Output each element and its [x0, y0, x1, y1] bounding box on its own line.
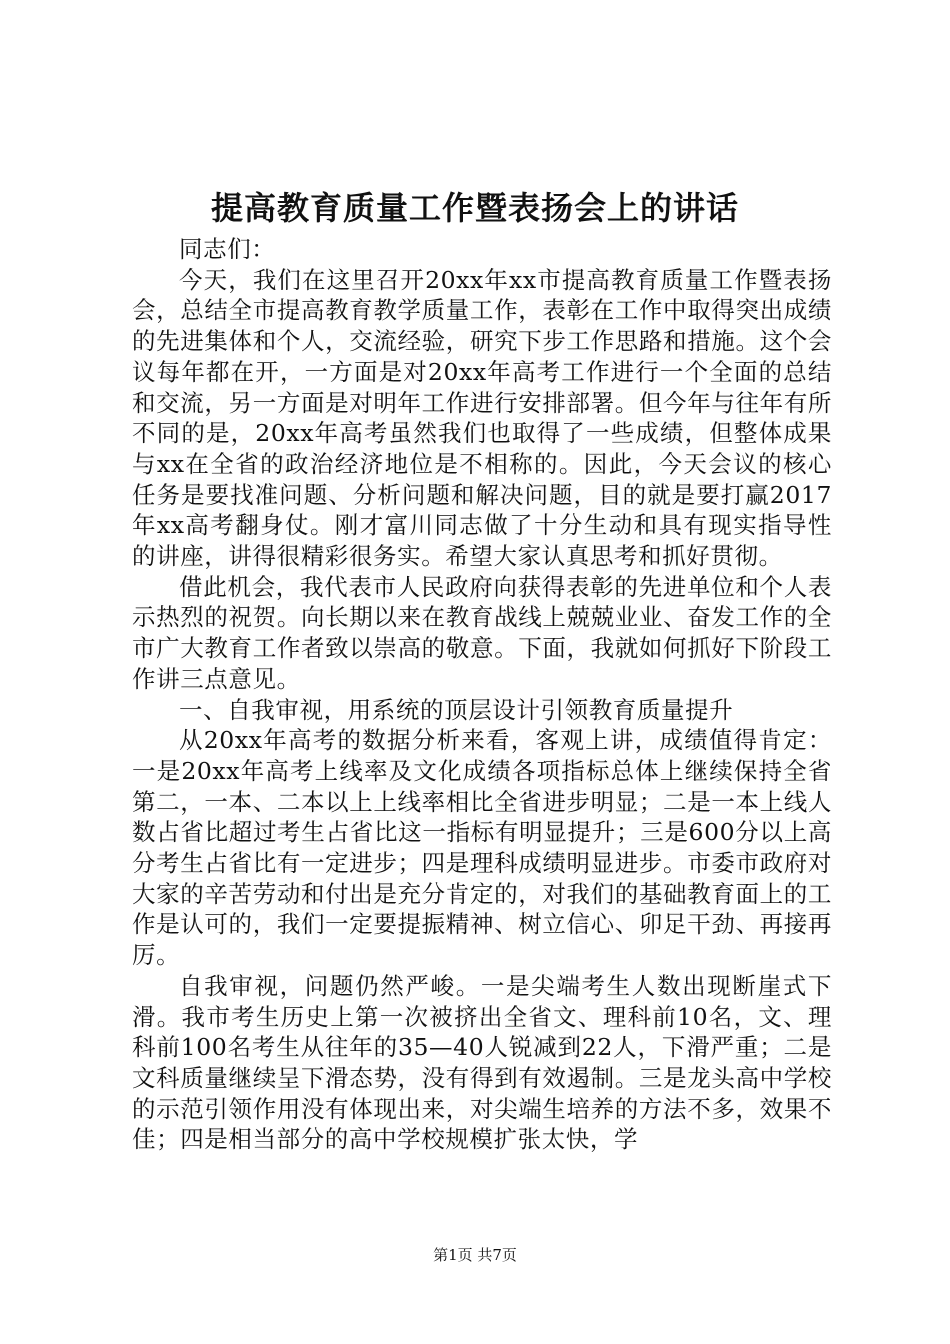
document-title: 提高教育质量工作暨表扬会上的讲话	[210, 189, 739, 227]
document-body	[132, 234, 832, 1155]
body-paragraph: 从20xx年高考的数据分析来看，客观上讲，成绩值得肯定：一是20xx年高考上线率及文化成绩各项指标总体上继续保持全省第二，一本、二本以上上线率相比全省进步明显；二是一本上线人数占省比超过考生占省比这一指标有明显提升；三是600分以上高分考生占省比有一定进步；四是理科成绩明显进步。市委市政府对大家的辛苦劳动和付出是充分肯定的，对我们的基础教育面上的工作是认可的，我们一定要提振精神、树立信心、卯足干劲、再接再厉。	[132, 726, 832, 970]
body-paragraph: 借此机会，我代表市人民政府向获得表彰的先进单位和个人表示热烈的祝贺。向长期以来在教育战线上兢兢业业、奋发工作的全市广大教育工作者致以崇高的敬意。下面，我就如何抓好下阶段工作讲三点意见。	[132, 572, 832, 693]
body-paragraph: 自我审视，问题仍然严峻。一是尖端考生人数出现断崖式下滑。我市考生历史上第一次被挤出全省文、理科前10名，文、理科前100名考生从往年的35—40人锐减到22人，下滑严重；二是文科质量继续呈下滑态势，没有得到有效遏制。三是龙头高中学校的示范引领作用没有体现出来，对尖端生培养的方法不多，效果不佳；四是相当部分的高中学校规模扩张太快，学	[132, 971, 832, 1154]
section-heading: 一、自我审视，用系统的顶层设计引领教育质量提升	[179, 695, 734, 724]
salutation-paragraph: 同志们：	[179, 235, 276, 263]
page-number-footer: 第1页 共7页	[433, 1246, 517, 1264]
body-paragraph: 今天，我们在这里召开20xx年xx市提高教育质量工作暨表扬会，总结全市提高教育教学质量工作，表彰在工作中取得突出成绩的先进集体和个人，交流经验，研究下步工作思路和措施。这个会议每年都在开，一方面是对20xx年高考工作进行一个全面的总结和交流，另一方面是对明年工作进行安排部署。但今年与往年有所不同的是，20xx年高考虽然我们也取得了一些成绩，但整体成果与xx在全省的政治经济地位是不相称的。因此，今天会议的核心任务是要找准问题、分析问题和解决问题，目的就是要打赢2017年xx高考翻身仗。刚才富川同志做了十分生动和具有现实指导性的讲座，讲得很精彩很务实。希望大家认真思考和抓好贯彻。	[132, 265, 832, 571]
